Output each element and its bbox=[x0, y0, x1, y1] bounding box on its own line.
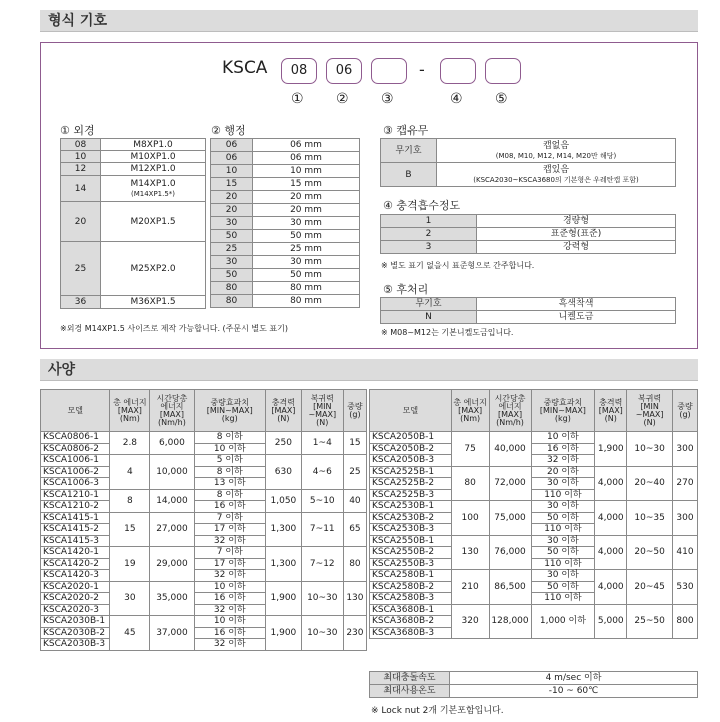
post-desc: 흑색착색 bbox=[477, 298, 676, 311]
stroke-code: 06 bbox=[211, 139, 253, 152]
spec-force: 4,000 bbox=[595, 466, 627, 501]
absorb-code: 2 bbox=[381, 228, 477, 241]
spec-model: KSCA2020-3 bbox=[41, 604, 110, 616]
spec-note: ※ Lock nut 2개 기본포함입니다. bbox=[371, 706, 504, 716]
spec-energy-hour: 6,000 bbox=[150, 432, 194, 455]
spec-model: KSCA2030B-3 bbox=[41, 639, 110, 651]
code-slot-outer: 08 bbox=[281, 58, 317, 84]
spec-model: KSCA2525B-3 bbox=[370, 489, 452, 501]
marker-1: ① bbox=[291, 91, 304, 107]
absorb-note: ※ 별도 표기 없을시 표준형으로 간주합니다. bbox=[381, 261, 535, 270]
spec-energy-hour: 76,000 bbox=[489, 535, 531, 570]
spec-weight: 30 이하 bbox=[531, 535, 595, 547]
stroke-length: 30 mm bbox=[253, 256, 360, 269]
spec-energy: 320 bbox=[451, 604, 489, 639]
spec-model: KSCA1210-2 bbox=[41, 501, 110, 513]
spec-model: KSCA1415-2 bbox=[41, 524, 110, 536]
spec-header: 중량 (g) bbox=[673, 390, 698, 432]
section-title-model-code: 형식 기호 bbox=[40, 10, 698, 32]
spec-weight: 17 이하 bbox=[194, 524, 266, 536]
spec-header: 복귀력 [MIN ~MAX] (N) bbox=[301, 390, 343, 432]
spec-weight: 16 이하 bbox=[194, 593, 266, 605]
stroke-length: 10 mm bbox=[253, 165, 360, 178]
spec-force: 630 bbox=[266, 455, 302, 490]
outer-code: 14 bbox=[61, 176, 101, 202]
marker-5: ⑤ bbox=[495, 91, 508, 107]
spec-return-force: 5~10 bbox=[301, 489, 343, 512]
spec-weight: 32 이하 bbox=[194, 535, 266, 547]
spec-weight: 10 이하 bbox=[531, 432, 595, 444]
spec-weight: 30 이하 bbox=[531, 501, 595, 513]
code-slot-post bbox=[485, 58, 521, 84]
spec-energy-hour: 86,500 bbox=[489, 570, 531, 605]
spec-energy-hour: 75,000 bbox=[489, 501, 531, 536]
code-slot-stroke: 06 bbox=[326, 58, 362, 84]
spec-weight: 8 이하 bbox=[194, 466, 266, 478]
cap-desc: 캡없음 bbox=[542, 140, 570, 151]
spec-weight: 16 이하 bbox=[531, 443, 595, 455]
outer-code: 08 bbox=[61, 139, 101, 151]
spec-energy-hour: 27,000 bbox=[150, 512, 194, 547]
spec-weight: 16 이하 bbox=[194, 627, 266, 639]
spec-energy-hour: 14,000 bbox=[150, 489, 194, 512]
spec-model: KSCA3680B-3 bbox=[370, 627, 452, 639]
spec-energy-hour: 72,000 bbox=[489, 466, 531, 501]
spec-force: 4,000 bbox=[595, 535, 627, 570]
outer-code: 25 bbox=[61, 242, 101, 296]
code-slot-cap bbox=[371, 58, 407, 84]
absorb-code: 1 bbox=[381, 215, 477, 228]
cap-code: B bbox=[381, 163, 437, 187]
spec-extra-value: -10 ~ 60℃ bbox=[450, 685, 698, 698]
spec-energy: 8 bbox=[110, 489, 150, 512]
spec-energy: 15 bbox=[110, 512, 150, 547]
spec-weight: 50 이하 bbox=[531, 581, 595, 593]
spec-force: 1,900 bbox=[595, 432, 627, 467]
spec-mass: 300 bbox=[673, 432, 698, 467]
outer-code: 36 bbox=[61, 296, 101, 309]
spec-weight: 50 이하 bbox=[531, 512, 595, 524]
spec-return-force: 25~50 bbox=[627, 604, 673, 639]
stroke-code: 20 bbox=[211, 191, 253, 204]
cap-desc-sub: (M08, M10, M12, M14, M20만 해당) bbox=[495, 151, 617, 160]
spec-model: KSCA2050B-2 bbox=[370, 443, 452, 455]
spec-model: KSCA1415-3 bbox=[41, 535, 110, 547]
spec-energy: 45 bbox=[110, 616, 150, 651]
spec-mass: 25 bbox=[343, 455, 366, 490]
absorb-desc: 강력형 bbox=[477, 241, 676, 254]
spec-model: KSCA2530B-3 bbox=[370, 524, 452, 536]
spec-force: 5,000 bbox=[595, 604, 627, 639]
spec-model: KSCA1006-2 bbox=[41, 466, 110, 478]
spec-energy-hour: 40,000 bbox=[489, 432, 531, 467]
spec-mass: 270 bbox=[673, 466, 698, 501]
outer-thread: M12XP1.0 bbox=[101, 163, 206, 176]
spec-model: KSCA2030B-2 bbox=[41, 627, 110, 639]
spec-force: 1,300 bbox=[266, 512, 302, 547]
outer-thread: M20XP1.5 bbox=[101, 202, 206, 242]
cap-desc: 캡있음 bbox=[542, 164, 570, 175]
spec-table-left bbox=[40, 389, 367, 651]
spec-weight: 5 이하 bbox=[194, 455, 266, 467]
absorb-desc: 표준형(표준) bbox=[477, 228, 676, 241]
spec-return-force: 10~30 bbox=[301, 616, 343, 651]
spec-model: KSCA3680B-1 bbox=[370, 604, 452, 616]
spec-model: KSCA0806-1 bbox=[41, 432, 110, 444]
marker-2: ② bbox=[336, 91, 349, 107]
spec-table-right bbox=[369, 389, 698, 639]
spec-energy-hour: 37,000 bbox=[150, 616, 194, 651]
spec-mass: 230 bbox=[343, 616, 366, 651]
spec-energy: 30 bbox=[110, 581, 150, 616]
marker-4: ④ bbox=[450, 91, 463, 107]
spec-return-force: 10~30 bbox=[627, 432, 673, 467]
stroke-length: 20 mm bbox=[253, 204, 360, 217]
absorb-desc: 경량형 bbox=[477, 215, 676, 228]
spec-energy: 19 bbox=[110, 547, 150, 582]
spec-weight: 110 이하 bbox=[531, 593, 595, 605]
spec-weight: 10 이하 bbox=[194, 443, 266, 455]
spec-header: 모델 bbox=[41, 390, 110, 432]
absorb-table bbox=[380, 214, 676, 254]
spec-force: 1,300 bbox=[266, 547, 302, 582]
stroke-title: ② 행정 bbox=[211, 124, 246, 137]
spec-model: KSCA2020-2 bbox=[41, 593, 110, 605]
spec-weight: 17 이하 bbox=[194, 558, 266, 570]
spec-header: 시간당총 에너지 [MAX] (Nm/h) bbox=[150, 390, 194, 432]
spec-energy: 210 bbox=[451, 570, 489, 605]
spec-header: 중량효과치 [MIN~MAX] (kg) bbox=[194, 390, 266, 432]
outer-title: ① 외경 bbox=[60, 124, 95, 137]
spec-model: KSCA1006-3 bbox=[41, 478, 110, 490]
stroke-length: 06 mm bbox=[253, 139, 360, 152]
code-dash: - bbox=[419, 60, 425, 79]
spec-return-force: 7~11 bbox=[301, 512, 343, 547]
spec-header: 충격력 [MAX] (N) bbox=[266, 390, 302, 432]
spec-model: KSCA1420-2 bbox=[41, 558, 110, 570]
spec-model: KSCA2580B-3 bbox=[370, 593, 452, 605]
spec-return-force: 4~6 bbox=[301, 455, 343, 490]
post-table bbox=[380, 297, 676, 324]
spec-return-force: 20~40 bbox=[627, 466, 673, 501]
spec-weight: 20 이하 bbox=[531, 466, 595, 478]
outer-thread: M14XP1.0 bbox=[130, 178, 176, 189]
absorb-code: 3 bbox=[381, 241, 477, 254]
spec-mass: 130 bbox=[343, 581, 366, 616]
spec-force: 4,000 bbox=[595, 570, 627, 605]
spec-model: KSCA2530B-1 bbox=[370, 501, 452, 513]
outer-table bbox=[60, 138, 206, 309]
spec-return-force: 1~4 bbox=[301, 432, 343, 455]
spec-force: 1,900 bbox=[266, 616, 302, 651]
spec-energy: 2.8 bbox=[110, 432, 150, 455]
spec-weight: 16 이하 bbox=[194, 501, 266, 513]
spec-return-force: 20~45 bbox=[627, 570, 673, 605]
spec-extra-value: 4 m/sec 이하 bbox=[450, 672, 698, 685]
spec-energy-hour: 128,000 bbox=[489, 604, 531, 639]
spec-force: 250 bbox=[266, 432, 302, 455]
spec-weight: 13 이하 bbox=[194, 478, 266, 490]
cap-code: 무기호 bbox=[381, 139, 437, 163]
stroke-code: 06 bbox=[211, 152, 253, 165]
stroke-code: 80 bbox=[211, 282, 253, 295]
stroke-code: 25 bbox=[211, 243, 253, 256]
spec-energy: 100 bbox=[451, 501, 489, 536]
stroke-code: 30 bbox=[211, 217, 253, 230]
post-note: ※ M08~M12는 기본니켈도금입니다. bbox=[381, 328, 514, 337]
spec-extra-label: 최대사용온도 bbox=[370, 685, 450, 698]
stroke-code: 50 bbox=[211, 269, 253, 282]
spec-return-force: 7~12 bbox=[301, 547, 343, 582]
spec-energy: 130 bbox=[451, 535, 489, 570]
outer-code: 20 bbox=[61, 202, 101, 242]
spec-model: KSCA2050B-1 bbox=[370, 432, 452, 444]
section-title-spec: 사양 bbox=[40, 359, 698, 381]
spec-header: 총 에너지 [MAX] (Nm) bbox=[451, 390, 489, 432]
spec-weight: 110 이하 bbox=[531, 558, 595, 570]
stroke-length: 20 mm bbox=[253, 191, 360, 204]
spec-mass: 300 bbox=[673, 501, 698, 536]
spec-return-force: 10~35 bbox=[627, 501, 673, 536]
spec-weight: 32 이하 bbox=[194, 570, 266, 582]
spec-mass: 410 bbox=[673, 535, 698, 570]
spec-header: 중량 (g) bbox=[343, 390, 366, 432]
spec-header: 충격력 [MAX] (N) bbox=[595, 390, 627, 432]
outer-code: 10 bbox=[61, 151, 101, 163]
spec-weight: 7 이하 bbox=[194, 512, 266, 524]
spec-model: KSCA2050B-3 bbox=[370, 455, 452, 467]
spec-mass: 15 bbox=[343, 432, 366, 455]
spec-energy-hour: 35,000 bbox=[150, 581, 194, 616]
outer-thread-alt: (M14XP1.5*) bbox=[130, 189, 176, 198]
spec-weight: 110 이하 bbox=[531, 489, 595, 501]
cap-desc-sub: (KSCA2030~KSCA3680의 기본형은 우레탄캡 포함) bbox=[473, 175, 639, 184]
code-prefix: KSCA bbox=[222, 58, 268, 78]
spec-energy-hour: 29,000 bbox=[150, 547, 194, 582]
cap-table bbox=[380, 138, 676, 187]
spec-header: 복귀력 [MIN ~MAX] (N) bbox=[627, 390, 673, 432]
spec-model: KSCA2550B-1 bbox=[370, 535, 452, 547]
spec-energy: 4 bbox=[110, 455, 150, 490]
spec-model: KSCA2030B-1 bbox=[41, 616, 110, 628]
outer-note: ※외경 M14XP1.5 사이즈로 제작 가능합니다. (주문시 별도 표기) bbox=[60, 324, 288, 333]
spec-weight: 10 이하 bbox=[194, 616, 266, 628]
spec-weight: 7 이하 bbox=[194, 547, 266, 559]
spec-energy: 80 bbox=[451, 466, 489, 501]
stroke-length: 15 mm bbox=[253, 178, 360, 191]
stroke-table bbox=[210, 138, 360, 308]
post-code: N bbox=[381, 311, 477, 324]
spec-header: 총 에너지 [MAX] (Nm) bbox=[110, 390, 150, 432]
spec-mass: 800 bbox=[673, 604, 698, 639]
spec-model: KSCA3680B-2 bbox=[370, 616, 452, 628]
spec-weight: 32 이하 bbox=[531, 455, 595, 467]
spec-force: 4,000 bbox=[595, 501, 627, 536]
post-code: 무기호 bbox=[381, 298, 477, 311]
spec-mass: 65 bbox=[343, 512, 366, 547]
spec-model: KSCA1210-1 bbox=[41, 489, 110, 501]
spec-weight: 8 이하 bbox=[194, 432, 266, 444]
stroke-length: 25 mm bbox=[253, 243, 360, 256]
spec-model: KSCA2525B-1 bbox=[370, 466, 452, 478]
spec-model: KSCA1420-1 bbox=[41, 547, 110, 559]
spec-model: KSCA2580B-1 bbox=[370, 570, 452, 582]
spec-mass: 530 bbox=[673, 570, 698, 605]
spec-force: 1,050 bbox=[266, 489, 302, 512]
spec-header: 시간당총 에너지 [MAX] (Nm/h) bbox=[489, 390, 531, 432]
spec-model: KSCA1006-1 bbox=[41, 455, 110, 467]
stroke-code: 30 bbox=[211, 256, 253, 269]
stroke-code: 15 bbox=[211, 178, 253, 191]
spec-weight: 50 이하 bbox=[531, 547, 595, 559]
stroke-length: 80 mm bbox=[253, 282, 360, 295]
spec-mass: 80 bbox=[343, 547, 366, 582]
spec-model: KSCA1420-3 bbox=[41, 570, 110, 582]
post-desc: 니켈도금 bbox=[477, 311, 676, 324]
marker-3: ③ bbox=[381, 91, 394, 107]
code-slot-absorb bbox=[440, 58, 476, 84]
spec-weight: 32 이하 bbox=[194, 639, 266, 651]
stroke-length: 30 mm bbox=[253, 217, 360, 230]
spec-header: 모델 bbox=[370, 390, 452, 432]
absorb-title: ④ 충격흡수정도 bbox=[383, 199, 461, 212]
spec-header: 중량효과치 [MIN~MAX] (kg) bbox=[531, 390, 595, 432]
spec-model: KSCA1415-1 bbox=[41, 512, 110, 524]
spec-model: KSCA0806-2 bbox=[41, 443, 110, 455]
spec-weight: 30 이하 bbox=[531, 570, 595, 582]
cap-title: ③ 캡유무 bbox=[383, 124, 429, 137]
spec-weight: 8 이하 bbox=[194, 489, 266, 501]
spec-model: KSCA2020-1 bbox=[41, 581, 110, 593]
post-title: ⑤ 후처리 bbox=[383, 283, 429, 296]
stroke-code: 10 bbox=[211, 165, 253, 178]
spec-weight: 110 이하 bbox=[531, 524, 595, 536]
stroke-length: 50 mm bbox=[253, 269, 360, 282]
outer-thread: M10XP1.0 bbox=[101, 151, 206, 163]
spec-force: 1,900 bbox=[266, 581, 302, 616]
spec-return-force: 20~50 bbox=[627, 535, 673, 570]
spec-model: KSCA2580B-2 bbox=[370, 581, 452, 593]
spec-energy: 75 bbox=[451, 432, 489, 467]
spec-mass: 40 bbox=[343, 489, 366, 512]
spec-weight: 30 이하 bbox=[531, 478, 595, 490]
spec-weight: 10 이하 bbox=[194, 581, 266, 593]
spec-energy-hour: 10,000 bbox=[150, 455, 194, 490]
stroke-code: 50 bbox=[211, 230, 253, 243]
stroke-code: 20 bbox=[211, 204, 253, 217]
spec-extra-table bbox=[369, 671, 698, 698]
spec-weight: 1,000 이하 bbox=[531, 604, 595, 639]
outer-code: 12 bbox=[61, 163, 101, 176]
outer-thread: M25XP2.0 bbox=[101, 242, 206, 296]
stroke-length: 06 mm bbox=[253, 152, 360, 165]
spec-return-force: 10~30 bbox=[301, 581, 343, 616]
outer-thread: M8XP1.0 bbox=[101, 139, 206, 151]
stroke-length: 80 mm bbox=[253, 295, 360, 308]
spec-weight: 32 이하 bbox=[194, 604, 266, 616]
spec-model: KSCA2530B-2 bbox=[370, 512, 452, 524]
spec-model: KSCA2550B-2 bbox=[370, 547, 452, 559]
outer-thread: M36XP1.5 bbox=[101, 296, 206, 309]
spec-model: KSCA2550B-3 bbox=[370, 558, 452, 570]
stroke-code: 80 bbox=[211, 295, 253, 308]
spec-extra-label: 최대충돌속도 bbox=[370, 672, 450, 685]
spec-model: KSCA2525B-2 bbox=[370, 478, 452, 490]
stroke-length: 50 mm bbox=[253, 230, 360, 243]
